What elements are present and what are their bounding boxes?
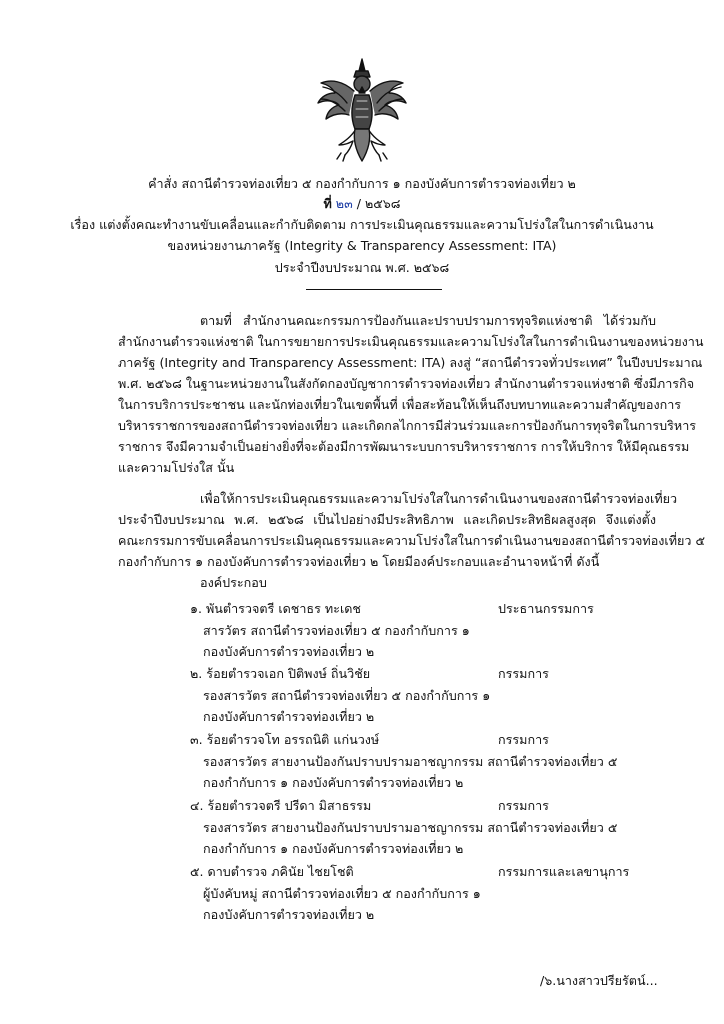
- para2-line-1: เพื่อให้การประเมินคุณธรรมและความโปร่งใสในการดำเนินงานของสถานีตำรวจท่องเที่ยว: [200, 491, 678, 506]
- composition-heading: องค์ประกอบ: [200, 575, 267, 590]
- subject-line-2: ของหน่วยงานภาครัฐ (Integrity & Transparency Assessment: ITA): [167, 238, 557, 253]
- member-3-position-line-1: รองสารวัตร สายงานป้องกันปราบปรามอาชญากรรม สถานีตำรวจท่องเที่ยว ๕: [203, 754, 618, 769]
- garuda-emblem-icon: [315, 57, 409, 165]
- member-2-position-line-2: กองบังคับการตำรวจท่องเที่ยว ๒: [203, 709, 375, 724]
- para1-line-5: ในการบริการประชาชน และนักท่องเที่ยวในเขตพื้นที่ เพื่อสะท้อนให้เห็นถึงบทบาทและความสำคัญของการ: [118, 397, 682, 412]
- member-5-position-line-1: ผู้บังคับหมู่ สถานีตำรวจท่องเที่ยว ๕ กองกำกับการ ๑: [203, 886, 481, 901]
- order-number: [0, 196, 724, 212]
- title-divider: [306, 289, 442, 290]
- para1-line-1: ตามที่ สำนักงานคณะกรรมการป้องกันและปราบปรามการทุจริตแห่งชาติ ได้ร่วมกับ: [200, 313, 656, 328]
- member-3-name: ๓. ร้อยตำรวจโท อรรถนิติ แก่นวงษ์: [190, 732, 380, 747]
- subject-line-1: เรื่อง แต่งตั้งคณะทำงานขับเคลื่อนและกำกับติดตาม การประเมินคุณธรรมและความโปร่งใสในการดำเนินงาน: [70, 217, 654, 232]
- member-4-position-line-2: กองกำกับการ ๑ กองบังคับการตำรวจท่องเที่ยว ๒: [203, 841, 464, 856]
- member-4-name: ๔. ร้อยตำรวจตรี ปรีดา มิสาธรรม: [190, 798, 372, 813]
- para1-line-2: สำนักงานตำรวจแห่งชาติ ในการขยายการประเมินคุณธรรมและความโปร่งใสในการดำเนินงานของหน่วยงาน: [118, 334, 704, 349]
- order-number-year: / ๒๕๖๘: [352, 196, 401, 211]
- para1-line-8: และความโปร่งใส นั้น: [118, 460, 235, 475]
- order-number-value: ๒๓: [335, 196, 353, 211]
- member-5-name: ๕. ดาบตำรวจ ภคินัย ไชยโชติ: [190, 864, 354, 879]
- para2-line-2: ประจำปีงบประมาณ พ.ศ. ๒๕๖๘ เป็นไปอย่างมีประสิทธิภาพ และเกิดประสิทธิผลสูงสุด จึงแต่งตั้ง: [118, 512, 656, 527]
- member-1-position-line-1: สารวัตร สถานีตำรวจท่องเที่ยว ๕ กองกำกับการ ๑: [203, 623, 470, 638]
- para2-line-4: กองกำกับการ ๑ กองบังคับการตำรวจท่องเที่ยว ๒ โดยมีองค์ประกอบและอำนาจหน้าที่ ดังนี้: [118, 554, 600, 569]
- member-1-position-line-2: กองบังคับการตำรวจท่องเที่ยว ๒: [203, 644, 375, 659]
- para1-line-3: ภาครัฐ (Integrity and Transparency Assessment: ITA) ลงสู่ “สถานีตำรวจทั่วประเทศ” ในปีงบประมาณ: [118, 355, 703, 370]
- member-2-role: กรรมการ: [498, 666, 549, 681]
- member-2-name: ๒. ร้อยตำรวจเอก ปิติพงษ์ ถิ่นวิชัย: [190, 666, 371, 681]
- order-title: คำสั่ง สถานีตำรวจท่องเที่ยว ๕ กองกำกับการ ๑ กองบังคับการตำรวจท่องเที่ยว ๒: [148, 176, 576, 191]
- member-5-position-line-2: กองบังคับการตำรวจท่องเที่ยว ๒: [203, 907, 375, 922]
- member-3-role: กรรมการ: [498, 732, 549, 747]
- para2-line-3: คณะกรรมการขับเคลื่อนการประเมินคุณธรรมและความโปร่งใสในการดำเนินงานของสถานีตำรวจท่องเที่ยว ๕: [118, 533, 706, 548]
- para1-line-4: พ.ศ. ๒๕๖๘ ในฐานะหน่วยงานในสังกัดกองบัญชาการตำรวจท่องเที่ยว สำนักงานตำรวจแห่งชาติ ซึ่งมีภารกิจ: [118, 376, 695, 391]
- member-2-position-line-1: รองสารวัตร สถานีตำรวจท่องเที่ยว ๕ กองกำกับการ ๑: [203, 688, 491, 703]
- order-number-prefix: ที่: [323, 196, 332, 211]
- para1-line-6: บริหารราชการของสถานีตำรวจท่องเที่ยว และเกิดกลไกการมีส่วนร่วมและการป้องกันการทุจริตในการบริหาร: [118, 418, 697, 433]
- member-3-position-line-2: กองกำกับการ ๑ กองบังคับการตำรวจท่องเที่ยว ๒: [203, 775, 464, 790]
- member-1-role: ประธานกรรมการ: [498, 601, 594, 616]
- subject-line-3: ประจำปีงบประมาณ พ.ศ. ๒๕๖๘: [274, 260, 450, 275]
- member-4-position-line-1: รองสารวัตร สายงานป้องกันปราบปรามอาชญากรรม สถานีตำรวจท่องเที่ยว ๕: [203, 820, 618, 835]
- para1-line-7: ราชการ จึงมีความจำเป็นอย่างยิ่งที่จะต้องมีการพัฒนาระบบการบริหารราชการ การให้บริการ ให้มีคุณธรรม: [118, 439, 690, 454]
- continuation-marker: /๖.นางสาวปรียรัตน์...: [540, 973, 658, 988]
- member-5-role: กรรมการและเลขานุการ: [498, 864, 630, 879]
- member-4-role: กรรมการ: [498, 798, 549, 813]
- member-1-name: ๑. พันตำรวจตรี เดชาธร ทะเดช: [190, 601, 361, 616]
